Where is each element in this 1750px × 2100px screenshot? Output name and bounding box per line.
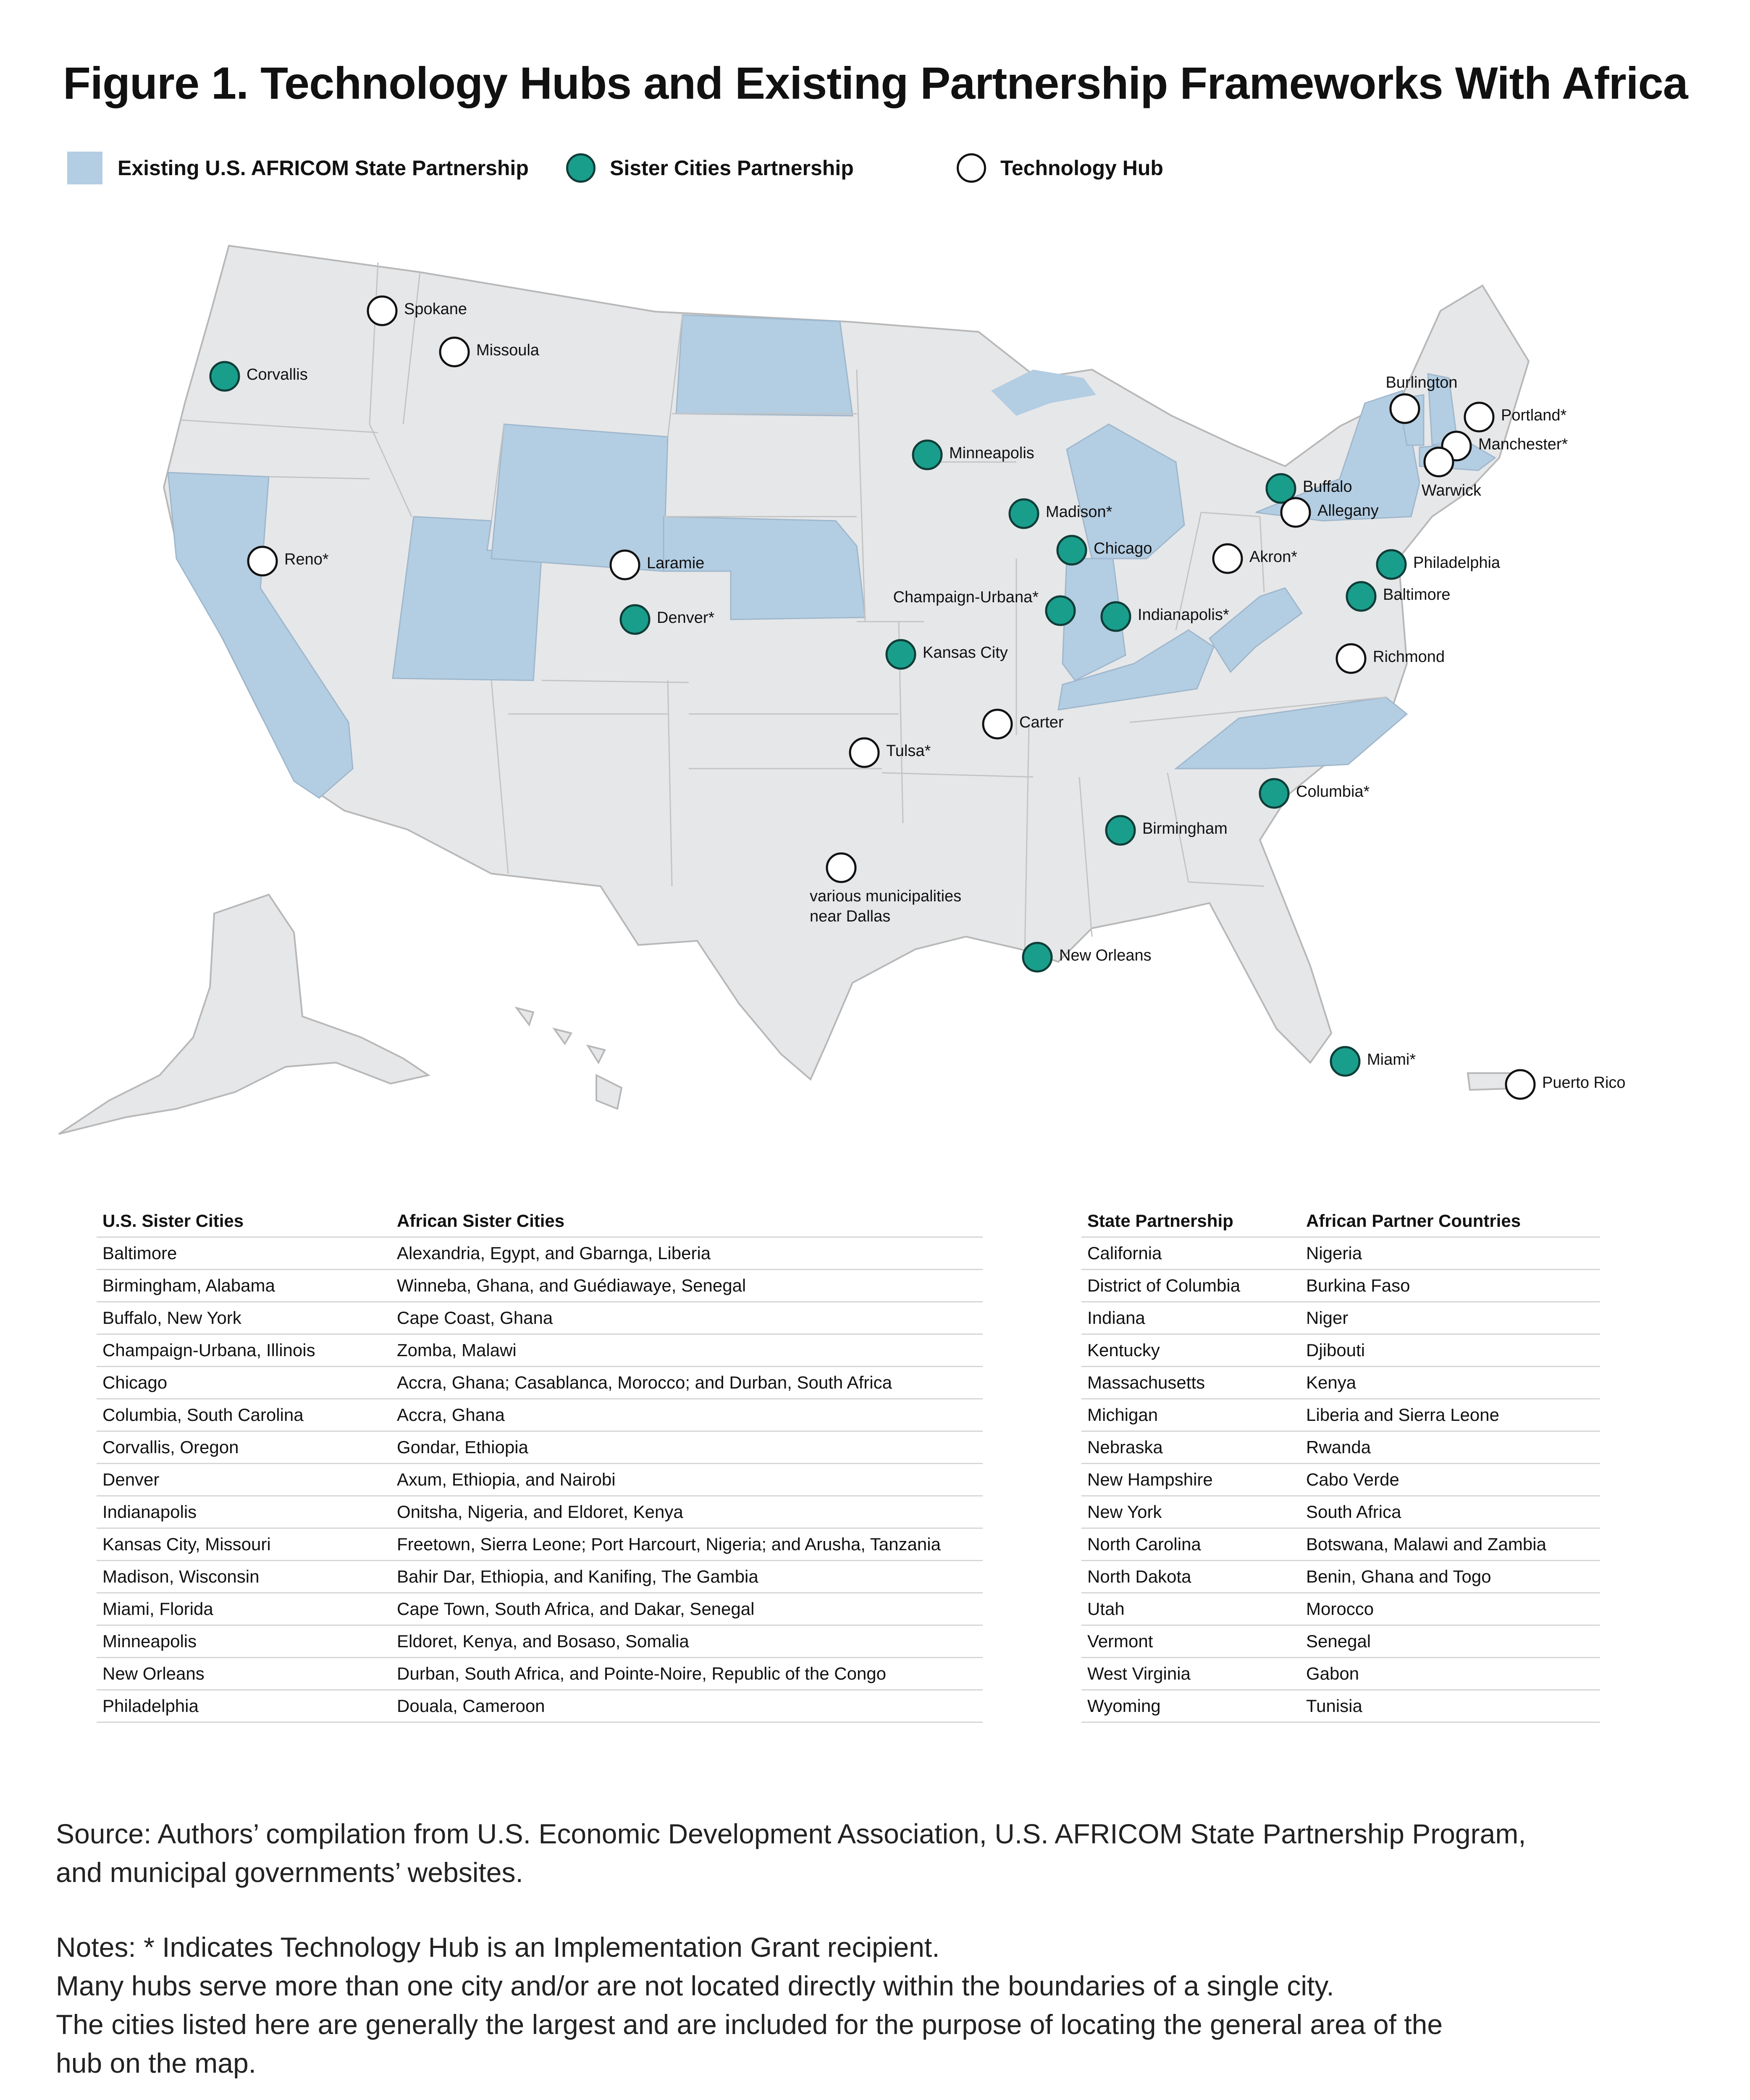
sister-city-marker-10 <box>1102 602 1130 631</box>
marker-label-9: Champaign-Urbana* <box>893 588 1039 606</box>
marker-label-27: Manchester* <box>1478 436 1568 453</box>
tech-hub-marker-14 <box>827 853 855 882</box>
sister-cell-partners: Accra, Ghana; Casablanca, Morocco; and Durban, South Africa <box>397 1373 892 1392</box>
state-cell-partners: Liberia and Sierra Leone <box>1306 1405 1499 1425</box>
sister-cell-name: Kansas City, Missouri <box>102 1534 271 1554</box>
sister-cities-rows <box>97 1238 983 1723</box>
table-row <box>97 1496 983 1529</box>
state-cell-name: Kentucky <box>1087 1340 1160 1360</box>
notes <box>56 1928 1694 2082</box>
table-row <box>97 1690 983 1723</box>
source-line-2: and municipal governments’ websites. <box>56 1857 523 1888</box>
sister-cell-partners: Axum, Ethiopia, and Nairobi <box>397 1470 616 1489</box>
marker-label-4: Laramie <box>647 554 705 572</box>
marker-label-2: Corvallis <box>247 366 308 383</box>
sister-city-marker-15 <box>1106 816 1135 845</box>
marker-label-10: Indianapolis* <box>1138 606 1229 624</box>
table-row <box>97 1529 983 1561</box>
sister-cell-name: Miami, Florida <box>102 1599 213 1619</box>
table-header-row <box>97 1205 983 1238</box>
marker-label-5: Denver* <box>657 609 715 627</box>
table-header-row <box>1081 1205 1600 1238</box>
tech-hub-marker-19 <box>1213 544 1242 573</box>
marker-label-17: Columbia* <box>1296 783 1370 801</box>
sister-cell-partners: Cape Coast, Ghana <box>397 1308 553 1328</box>
legend-state-partnership <box>67 149 529 187</box>
table-row <box>1081 1270 1600 1302</box>
state-cell-partners: Tunisia <box>1306 1696 1362 1716</box>
state-cell-name: Indiana <box>1087 1308 1145 1328</box>
state-cell-partners: Niger <box>1306 1308 1349 1328</box>
header-us-sister-cities: U.S. Sister Cities <box>102 1211 244 1231</box>
table-row <box>97 1399 983 1432</box>
notes-line-3: The cities listed here are generally the largest and are included for the purpose of locating the general area of the <box>56 2009 1443 2040</box>
table-row <box>1081 1432 1600 1464</box>
state-partnership-rows <box>1081 1238 1600 1723</box>
legend-sister-cities-label: Sister Cities Partnership <box>610 156 854 180</box>
state-cell-partners: Benin, Ghana and Togo <box>1306 1567 1491 1586</box>
sister-city-marker-7 <box>1010 499 1038 528</box>
sister-cell-name: Denver <box>102 1470 160 1489</box>
state-cell-name: Massachusetts <box>1087 1373 1205 1392</box>
sister-cell-name: Indianapolis <box>102 1502 197 1522</box>
table-row <box>97 1593 983 1626</box>
state-cell-name: Vermont <box>1087 1631 1153 1651</box>
figure-title: Figure 1. Technology Hubs and Existing Partnership Frameworks With Africa <box>63 58 1688 108</box>
table-row <box>97 1658 983 1690</box>
tech-hub-marker-28 <box>1425 448 1453 476</box>
table-row <box>1081 1464 1600 1496</box>
sister-cell-name: Madison, Wisconsin <box>102 1567 260 1586</box>
sister-city-marker-6 <box>913 441 942 469</box>
source-note <box>56 1814 1694 1892</box>
sister-cell-name: Minneapolis <box>102 1631 197 1651</box>
state-cell-name: Wyoming <box>1087 1696 1161 1716</box>
table-row <box>1081 1658 1600 1690</box>
sister-city-marker-2 <box>210 362 239 391</box>
sister-cell-name: Champaign-Urbana, Illinois <box>102 1340 315 1360</box>
sister-city-marker-23 <box>1347 582 1375 611</box>
state-cell-name: Michigan <box>1087 1405 1158 1425</box>
tech-hub-marker-12 <box>983 710 1012 738</box>
state-cell-partners: Morocco <box>1306 1599 1374 1619</box>
sister-cities-table <box>97 1205 983 1723</box>
sister-cell-partners: Gondar, Ethiopia <box>397 1437 528 1457</box>
tech-hub-marker-0 <box>368 297 396 325</box>
state-cell-partners: Cabo Verde <box>1306 1470 1399 1489</box>
sister-cell-name: Birmingham, Alabama <box>102 1276 275 1295</box>
state-wyoming <box>491 424 668 571</box>
tech-hub-dot-icon <box>957 153 986 183</box>
legend-sister-cities <box>566 149 854 187</box>
marker-label-15: Birmingham <box>1142 820 1228 837</box>
marker-label-1: Missoula <box>476 341 539 359</box>
marker-label-23: Baltimore <box>1383 586 1451 604</box>
state-cell-name: North Carolina <box>1087 1534 1201 1554</box>
table-row <box>1081 1399 1600 1432</box>
marker-label-14: various municipalities near Dallas <box>810 887 962 925</box>
us-map <box>0 218 1750 1142</box>
sister-cell-partners: Alexandria, Egypt, and Gbarnga, Liberia <box>397 1243 711 1263</box>
state-cell-partners: Kenya <box>1306 1373 1356 1392</box>
state-partnership-swatch <box>67 152 102 184</box>
state-cell-name: West Virginia <box>1087 1664 1191 1683</box>
tech-hub-marker-3 <box>248 547 277 575</box>
tech-hub-marker-1 <box>440 338 469 366</box>
tech-hub-marker-21 <box>1281 498 1310 527</box>
table-row <box>97 1561 983 1593</box>
sister-city-marker-16 <box>1023 943 1052 971</box>
sister-cell-partners: Douala, Cameroon <box>397 1696 545 1716</box>
state-cell-name: Nebraska <box>1087 1437 1163 1457</box>
marker-label-11: Kansas City <box>923 644 1008 662</box>
legend-tech-hub-label: Technology Hub <box>1000 156 1163 180</box>
table-row <box>1081 1561 1600 1593</box>
alaska-shape <box>59 895 428 1134</box>
marker-label-18: Miami* <box>1367 1051 1416 1068</box>
state-cell-name: North Dakota <box>1087 1567 1191 1586</box>
marker-label-26: Portland* <box>1501 407 1567 424</box>
table-row <box>1081 1302 1600 1335</box>
marker-label-25: Burlington <box>1385 374 1458 391</box>
header-african-sister-cities: African Sister Cities <box>397 1211 565 1231</box>
marker-label-0: Spokane <box>404 300 467 318</box>
tech-hub-marker-4 <box>611 551 639 579</box>
sister-cell-name: Buffalo, New York <box>102 1308 241 1328</box>
state-north-dakota <box>676 315 853 416</box>
sister-cell-partners: Bahir Dar, Ethiopia, and Kanifing, The Gambia <box>397 1567 758 1586</box>
sister-cell-name: New Orleans <box>102 1664 205 1683</box>
table-row <box>97 1335 983 1367</box>
table-row <box>1081 1367 1600 1399</box>
state-cell-name: District of Columbia <box>1087 1276 1241 1295</box>
sister-city-marker-11 <box>887 640 915 669</box>
marker-label-7: Madison* <box>1046 503 1112 521</box>
marker-label-6: Minneapolis <box>949 444 1034 462</box>
sister-cell-partners: Freetown, Sierra Leone; Port Harcourt, Nigeria; and Arusha, Tanzania <box>397 1534 941 1554</box>
table-row <box>1081 1238 1600 1270</box>
state-cell-partners: Nigeria <box>1306 1243 1362 1263</box>
state-cell-name: California <box>1087 1243 1162 1263</box>
marker-label-19: Akron* <box>1249 548 1298 566</box>
state-cell-partners: South Africa <box>1306 1502 1401 1522</box>
sister-city-dot-icon <box>566 153 596 183</box>
table-row <box>97 1302 983 1335</box>
table-row <box>1081 1690 1600 1723</box>
state-cell-partners: Djibouti <box>1306 1340 1365 1360</box>
sister-cell-partners: Onitsha, Nigeria, and Eldoret, Kenya <box>397 1502 683 1522</box>
state-cell-partners: Burkina Faso <box>1306 1276 1410 1295</box>
notes-line-4: hub on the map. <box>56 2048 257 2079</box>
table-row <box>97 1626 983 1658</box>
header-african-partner-countries: African Partner Countries <box>1306 1211 1521 1231</box>
state-partnership-table <box>1081 1205 1600 1723</box>
sister-cell-partners: Zomba, Malawi <box>397 1340 517 1360</box>
state-cell-name: Utah <box>1087 1599 1125 1619</box>
table-row <box>1081 1496 1600 1529</box>
sister-city-marker-5 <box>621 605 649 634</box>
table-row <box>1081 1335 1600 1367</box>
sister-cell-name: Baltimore <box>102 1243 177 1263</box>
notes-line-2: Many hubs serve more than one city and/or are not located directly within the boundaries of a single city. <box>56 1970 1334 2001</box>
sister-cell-name: Columbia, South Carolina <box>102 1405 304 1425</box>
state-cell-partners: Senegal <box>1306 1631 1371 1651</box>
table-row <box>1081 1593 1600 1626</box>
sister-cell-partners: Durban, South Africa, and Pointe-Noire, Republic of the Congo <box>397 1664 887 1683</box>
tech-hub-marker-13 <box>850 738 879 767</box>
state-cell-partners: Gabon <box>1306 1664 1359 1683</box>
state-cell-partners: Botswana, Malawi and Zambia <box>1306 1534 1546 1554</box>
table-row <box>97 1238 983 1270</box>
marker-label-13: Tulsa* <box>886 742 931 760</box>
marker-label-16: New Orleans <box>1059 947 1152 964</box>
legend-state-partnership-label: Existing U.S. AFRICOM State Partnership <box>118 156 529 180</box>
marker-label-8: Chicago <box>1094 540 1152 557</box>
tech-hub-marker-26 <box>1465 403 1493 431</box>
state-cell-name: New York <box>1087 1502 1162 1522</box>
table-row <box>1081 1626 1600 1658</box>
source-line-1: Source: Authors’ compilation from U.S. Economic Development Association, U.S. AFRICOM State Partnership Program, <box>56 1818 1526 1849</box>
marker-label-21: Allegany <box>1317 502 1379 520</box>
tech-hub-marker-29 <box>1506 1070 1535 1099</box>
marker-label-12: Carter <box>1019 714 1064 731</box>
sister-cell-name: Chicago <box>102 1373 168 1392</box>
notes-line-1: Notes: * Indicates Technology Hub is an Implementation Grant recipient. <box>56 1932 940 1963</box>
legend-tech-hub <box>957 149 1163 187</box>
sister-cell-partners: Cape Town, South Africa, and Dakar, Senegal <box>397 1599 755 1619</box>
sister-cell-partners: Accra, Ghana <box>397 1405 505 1425</box>
sister-city-marker-22 <box>1377 550 1406 579</box>
sister-cell-partners: Eldoret, Kenya, and Bosaso, Somalia <box>397 1631 689 1651</box>
sister-city-marker-9 <box>1046 596 1075 625</box>
sister-city-marker-8 <box>1057 536 1086 564</box>
state-cell-name: New Hampshire <box>1087 1470 1213 1489</box>
table-row <box>1081 1529 1600 1561</box>
hawaii-shape <box>517 1008 622 1109</box>
state-cell-partners: Rwanda <box>1306 1437 1371 1457</box>
marker-label-22: Philadelphia <box>1413 554 1501 572</box>
marker-label-24: Richmond <box>1373 648 1445 666</box>
marker-label-28: Warwick <box>1421 482 1482 499</box>
sister-city-marker-18 <box>1331 1047 1359 1076</box>
table-row <box>97 1432 983 1464</box>
table-row <box>97 1367 983 1399</box>
sister-cell-name: Philadelphia <box>102 1696 199 1716</box>
header-state-partnership: State Partnership <box>1087 1211 1233 1231</box>
tech-hub-marker-25 <box>1391 394 1419 423</box>
marker-label-20: Buffalo <box>1303 478 1352 496</box>
marker-label-29: Puerto Rico <box>1542 1074 1626 1092</box>
sister-cell-name: Corvallis, Oregon <box>102 1437 239 1457</box>
marker-label-3: Reno* <box>284 551 329 568</box>
tech-hub-marker-24 <box>1337 644 1365 673</box>
table-row <box>97 1464 983 1496</box>
sister-city-marker-17 <box>1260 779 1288 808</box>
sister-cell-partners: Winneba, Ghana, and Guédiawaye, Senegal <box>397 1276 746 1295</box>
table-row <box>97 1270 983 1302</box>
